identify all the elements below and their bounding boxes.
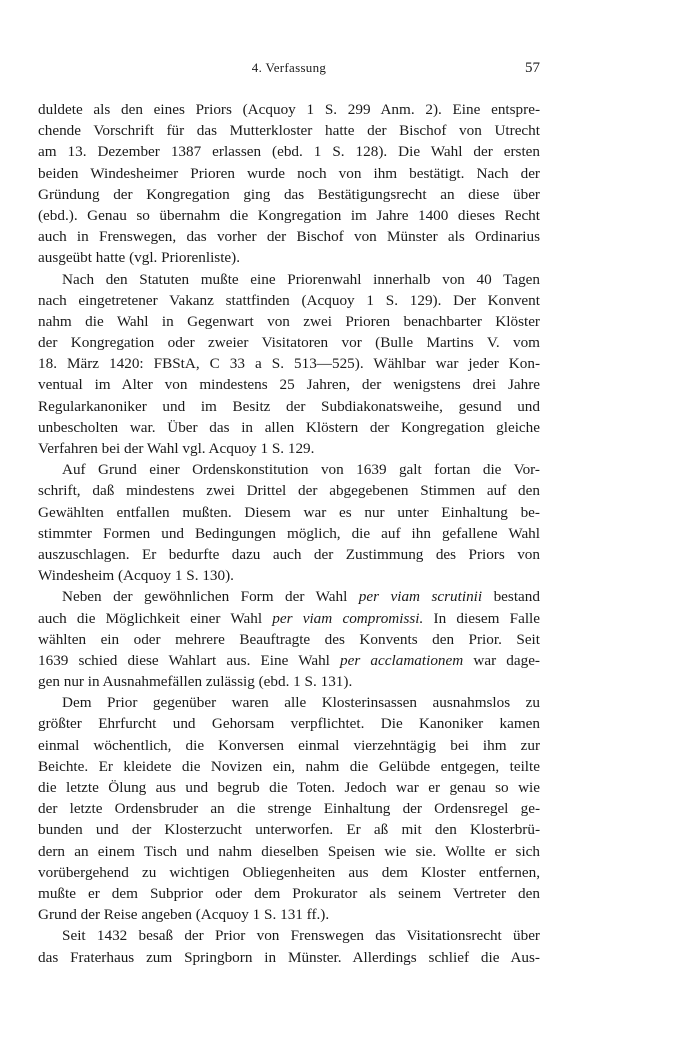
text-run: der letzte Ordensbruder an die strenge Einhaltung der Ordensregel ge- <box>38 800 540 818</box>
text-line <box>38 925 540 946</box>
text-run: das Fraterhaus zum Springborn in Münster. Allerdings schlief die Aus- <box>38 948 540 966</box>
text-run: stimmter Formen und Bedingungen möglich, die auf ihn gefallene Wahl <box>38 524 540 542</box>
text-run: auszuschlagen. Er bedurfte dazu auch der Zustimmung des Priors von <box>38 545 540 563</box>
text-line <box>38 883 540 904</box>
text-run: beiden Windesheimer Prioren wurde noch von ihm bestätigt. Nach der <box>38 164 540 182</box>
text-run: der Kongregation oder zweier Visitatoren vor (Bulle Martins V. vom <box>38 334 540 352</box>
text-line <box>38 141 540 162</box>
page-number: 57 <box>525 60 540 76</box>
text-line <box>38 713 540 734</box>
text-line <box>38 608 540 629</box>
text-run: auch in Frenswegen, das vorher der Bischof von Münster als Ordinarius <box>38 228 540 246</box>
text-run: 18. März 1420: FBStA, C 33 a S. 513—525). Wählbar war jeder Kon- <box>38 355 540 373</box>
text-run: einmal wöchentlich, die Konversen einmal vierzehntägig bei ihm zur <box>38 736 540 754</box>
text-run: die letzte Ölung aus und begrub die Toten. Jedoch war er genau so wie <box>38 779 540 796</box>
text-run: nach eingetretener Vakanz stattfinden (Acquoy 1 S. 129). Der Konvent <box>38 291 540 309</box>
text-line <box>38 332 540 353</box>
text-run: Dem Prior gegenüber waren alle Klosterinsassen ausnahmslos zu <box>62 694 540 712</box>
text-run: duldete als den eines Priors (Acquoy 1 S. 299 Anm. 2). Eine entspre- <box>38 101 540 118</box>
text-line <box>38 290 540 311</box>
text-line <box>38 756 540 777</box>
text-run: wählten ein oder mehrere Beauftragte des Konvents den Prior. Seit <box>38 630 540 648</box>
italic-term: per viam scrutinii <box>358 588 483 606</box>
text-line <box>38 565 540 586</box>
text-run: Verfahren bei der Wahl vgl. Acquoy 1 S. 129. <box>38 440 315 457</box>
text-run: Seit 1432 besaß der Prior von Frenswegen das Visitationsrecht über <box>62 927 540 945</box>
text-run: größter Ehrfurcht und Gehorsam verpflichtet. Die Kanoniker kamen <box>38 715 540 733</box>
text-line <box>38 480 540 501</box>
running-title: 4. Verfassung <box>251 60 327 75</box>
text-line <box>38 396 540 417</box>
text-line <box>38 353 540 374</box>
text-line <box>38 650 540 671</box>
text-line <box>38 311 540 332</box>
text-run: schrift, daß mindestens zwei Drittel der abgegebenen Stimmen auf den <box>38 482 540 500</box>
text-line <box>38 862 540 883</box>
text-line <box>38 777 540 798</box>
text-run: nahm die Wahl in Gegenwart von zwei Prioren benachbarter Klöster <box>38 312 540 330</box>
text-run: chende Vorschrift für das Mutterkloster hatte der Bischof von Utrecht <box>38 122 540 140</box>
body-text <box>38 99 540 968</box>
paragraph <box>38 692 540 925</box>
text-run: 1639 schied diese Wahlart aus. Eine Wahl <box>38 651 341 669</box>
text-line <box>38 163 540 184</box>
text-run: Grund der Reise angeben (Acquoy 1 S. 131 ff.). <box>38 906 330 924</box>
text-line <box>38 502 540 523</box>
text-run: war dage- <box>463 651 540 669</box>
text-run: Gewählten entfallen mußten. Diesem war es nur unter Einhaltung be- <box>38 503 540 521</box>
text-run: ausgeübt hatte (vgl. Priorenliste). <box>38 249 241 267</box>
italic-term: per viam compromissi. <box>272 609 424 627</box>
text-run: bestand <box>482 588 540 606</box>
paragraph <box>38 99 540 269</box>
text-run: ventual im Alter von mindestens 25 Jahren, der wenigstens drei Jahre <box>38 376 540 394</box>
text-run: (ebd.). Genau so übernahm die Kongregation im Jahre 1400 dieses Recht <box>38 206 540 224</box>
text-line <box>38 184 540 205</box>
text-line <box>38 904 540 925</box>
text-run: mußte er dem Subprior oder dem Prokurator als seinem Vertreter den <box>38 884 540 902</box>
paragraph <box>38 459 540 586</box>
text-line <box>38 523 540 544</box>
text-line <box>38 798 540 819</box>
text-line <box>38 247 540 268</box>
text-run: In diesem Falle <box>423 609 540 627</box>
text-line <box>38 692 540 713</box>
text-line <box>38 671 540 692</box>
text-run: vorübergehend zu wichtigen Obliegenheiten aus dem Kloster entfernen, <box>38 863 540 881</box>
text-line <box>38 226 540 247</box>
text-run: Windesheim (Acquoy 1 S. 130). <box>38 567 234 585</box>
text-line <box>38 417 540 438</box>
text-line <box>38 374 540 395</box>
paragraph <box>38 586 540 692</box>
text-line <box>38 205 540 226</box>
text-line <box>38 586 540 607</box>
text-line <box>38 120 540 141</box>
paragraph <box>38 269 540 460</box>
text-run: gen nur in Ausnahmefällen zulässig (ebd. 1 S. 131). <box>38 673 353 691</box>
text-run: Gründung der Kongregation ging das Bestätigungsrecht an diese über <box>38 185 540 203</box>
text-run: unbescholten war. Über das in allen Klöstern der Kongregation gleiche <box>38 418 540 436</box>
text-line <box>38 269 540 290</box>
text-line <box>38 438 540 459</box>
text-run: Beichte. Er kleidete die Novizen ein, nahm die Gelübde entgegen, teilte <box>38 757 540 775</box>
text-run: Neben der gewöhnlichen Form der Wahl <box>62 588 359 606</box>
paragraph <box>38 925 540 967</box>
text-line <box>38 459 540 480</box>
text-line <box>38 841 540 862</box>
text-line <box>38 629 540 650</box>
text-run: Regularkanoniker und im Besitz der Subdiakonatsweihe, gesund und <box>38 397 540 415</box>
text-run: am 13. Dezember 1387 erlassen (ebd. 1 S. 128). Die Wahl der ersten <box>38 143 540 161</box>
text-run: Nach den Statuten mußte eine Priorenwahl innerhalb von 40 Tagen <box>62 270 540 288</box>
text-run: bunden und der Klosterzucht unterworfen. Er aß mit den Klosterbrü- <box>38 821 540 839</box>
text-run: dern an einem Tisch und nahm dieselben Speisen wie sie. Wollte er sich <box>38 842 540 860</box>
running-head <box>38 60 540 80</box>
text-line <box>38 819 540 840</box>
text-line <box>38 947 540 968</box>
text-line <box>38 99 540 120</box>
text-line <box>38 735 540 756</box>
italic-term: per acclamationem <box>340 651 464 669</box>
text-line <box>38 544 540 565</box>
text-run: Auf Grund einer Ordenskonstitution von 1639 galt fortan die Vor- <box>62 461 540 479</box>
text-run: auch die Möglichkeit einer Wahl <box>38 609 273 627</box>
